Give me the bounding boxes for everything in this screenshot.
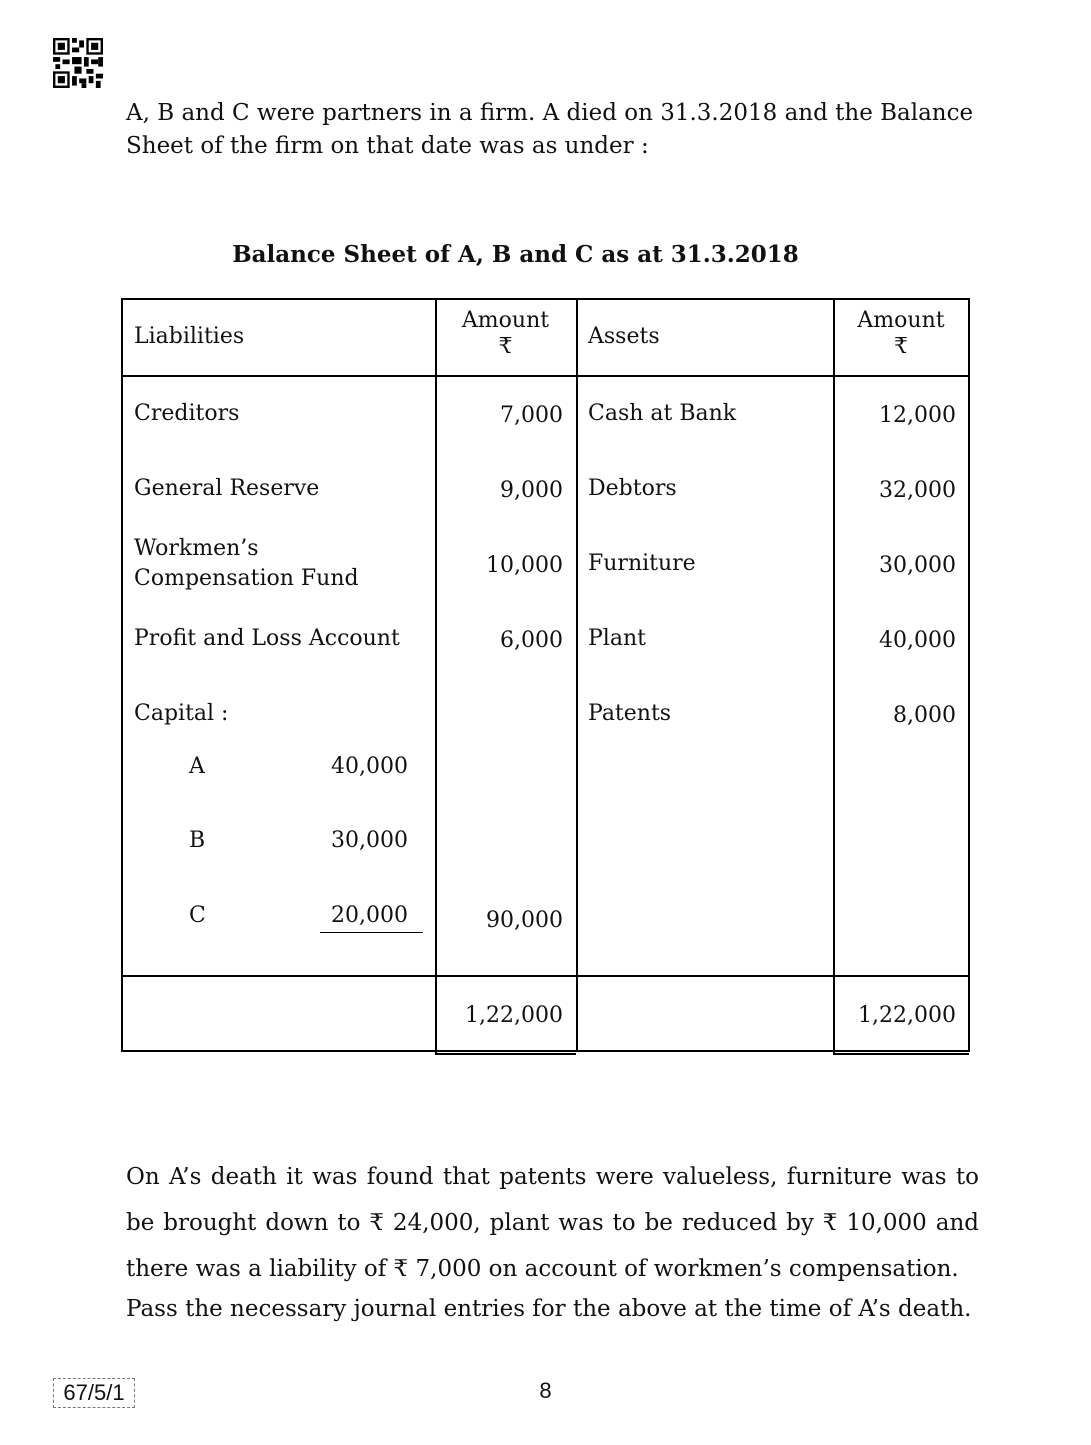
header-assets-amount — [833, 308, 969, 360]
asset-amount: 12,000 — [879, 403, 956, 428]
liability-label: Profit and Loss Account — [134, 626, 400, 651]
capital-label: Capital : — [134, 701, 229, 726]
partner-capital: 20,000 — [331, 903, 408, 928]
liability-label: Compensation Fund — [134, 566, 359, 591]
asset-amount: 40,000 — [879, 628, 956, 653]
asset-label: Furniture — [588, 551, 696, 576]
header-assets: Assets — [588, 324, 660, 349]
total-assets: 1,22,000 — [858, 1003, 956, 1028]
liability-amount: 9,000 — [500, 478, 563, 503]
balance-sheet-title: Balance Sheet of A, B and C as at 31.3.2018 — [232, 241, 799, 268]
total-liabilities: 1,22,000 — [465, 1003, 563, 1028]
liability-amount: 6,000 — [500, 628, 563, 653]
partner-capital: 30,000 — [331, 828, 408, 853]
asset-label: Cash at Bank — [588, 401, 737, 426]
question-instruction: Pass the necessary journal entries for the above at the time of A’s death. — [126, 1296, 972, 1322]
partner-name: B — [189, 828, 206, 853]
qr-code-icon — [51, 38, 105, 88]
asset-amount: 32,000 — [879, 478, 956, 503]
header-liabilities-amount — [435, 308, 576, 360]
amount-label: Amount — [857, 308, 945, 333]
liability-amount: 10,000 — [486, 553, 563, 578]
liability-amount: 7,000 — [500, 403, 563, 428]
liability-label: Creditors — [134, 401, 240, 426]
partner-name: C — [189, 903, 206, 928]
page-number: 8 — [539, 1378, 552, 1403]
rupee-icon: ₹ — [498, 334, 513, 359]
question-paragraph: On A’s death it was found that patents were valueless, furniture was to be brought down to ₹ 24,000, plant was to be reduced by ₹ 10,000 and there was a liability of ₹ 7,000 on account of workmen’s compensation. — [126, 1164, 979, 1282]
partner-name: A — [189, 754, 205, 779]
asset-label: Plant — [588, 626, 646, 651]
asset-label: Debtors — [588, 476, 677, 501]
amount-label: Amount — [461, 308, 550, 333]
capital-total: 90,000 — [486, 908, 563, 933]
intro-text: A, B and C were partners in a firm. A died on 31.3.2018 and the Balance Sheet of the firm on that date was as under : — [126, 100, 974, 159]
liability-label: Workmen’s — [134, 536, 259, 561]
asset-label: Patents — [588, 701, 672, 726]
partner-capital: 40,000 — [331, 754, 408, 779]
liability-label: General Reserve — [134, 476, 320, 501]
asset-amount: 30,000 — [879, 553, 956, 578]
header-liabilities: Liabilities — [134, 324, 245, 349]
paper-code: 67/5/1 — [53, 1378, 135, 1408]
balance-sheet-table — [121, 298, 969, 1052]
asset-amount: 8,000 — [893, 703, 956, 728]
rupee-icon: ₹ — [894, 334, 908, 359]
